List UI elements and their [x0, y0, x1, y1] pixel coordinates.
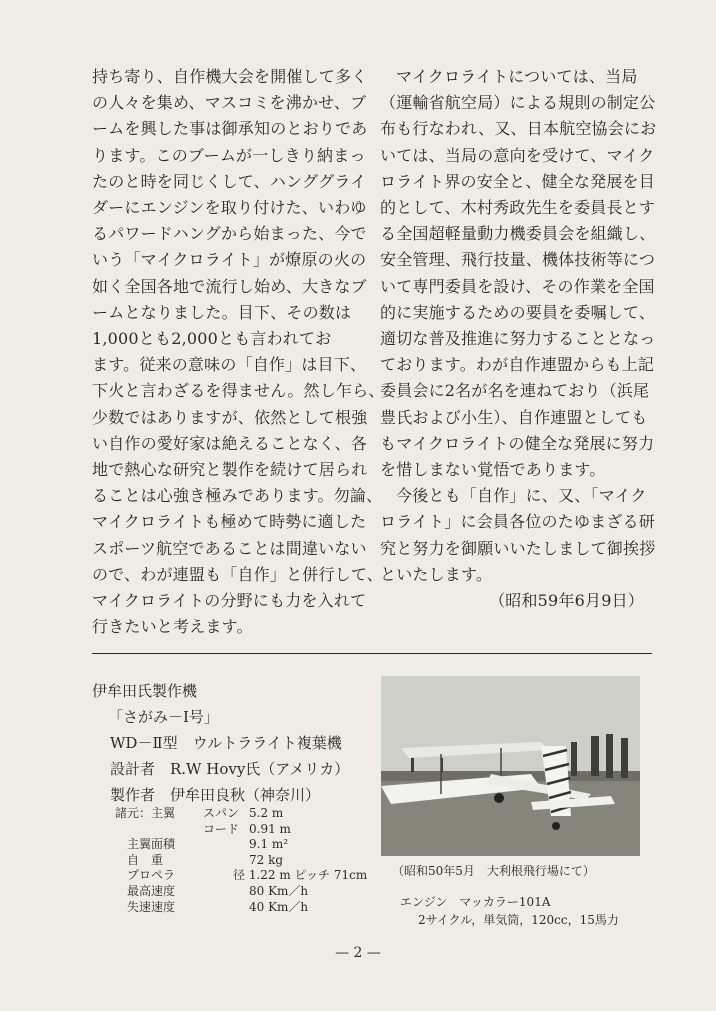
page-number: — 2 —	[335, 945, 381, 961]
spec-key: 失速速度	[115, 899, 176, 914]
paragraph-line: 如く全国各地で流行し始め、大きなブ	[92, 276, 367, 296]
spec-key: 最高速度	[115, 883, 176, 898]
spec-key: 主翼面積	[115, 837, 176, 852]
aircraft-photo	[381, 676, 640, 856]
paragraph-line: 今後とも「自作」に、又、「マイク	[396, 486, 647, 506]
left-text-column	[92, 64, 385, 640]
photo-caption: （昭和50年5月 大利根飛行場にて）	[392, 864, 595, 878]
paragraph-line: マイクロライトについては、当局	[396, 67, 638, 86]
aircraft-type: WD－Ⅱ型 ウルトラライト複葉機	[110, 734, 342, 752]
spec-value: 9.1 m²	[249, 837, 289, 852]
paragraph-line: 布も行なわれ、又、日本航空協会にお	[380, 119, 657, 139]
paragraph-line: ております。わが自作連盟からも上記	[380, 355, 655, 375]
paragraph-line: ロライト」に会員各位のたゆまざる研	[380, 512, 655, 532]
paragraph-line: いて専門委員を設け、その作業を全国	[380, 276, 655, 296]
paragraph-line: 少数ではありますが、依然として根強	[92, 407, 368, 427]
spec-value: 径 1.22 m ピッチ 71cm	[233, 868, 368, 883]
engine-line: エンジン マッカラー101A	[400, 895, 551, 909]
paragraph-line: いては、当局の意向を受けて、マイク	[380, 145, 655, 165]
paragraph-line: るパワードハングから始まった、今で	[92, 224, 367, 244]
paragraph-line: もマイクロライトの健全な発展に努力	[380, 433, 655, 453]
spec-row	[115, 884, 367, 900]
spec-value: 40 Km／h	[249, 899, 309, 914]
paragraph-line: といたします。	[380, 564, 493, 584]
paragraph-line: （運輸省航空局）による規則の制定公	[380, 93, 656, 113]
paragraph-line: ームとなりました。目下、その数は	[92, 302, 352, 322]
paragraph-line: 的に実施するための要員を委嘱して、	[380, 302, 656, 322]
spec-subkey: コード	[203, 821, 240, 836]
paragraph-line: を惜しまない覚悟であります。	[380, 460, 606, 480]
paragraph-line: 地で熱心な研究と製作を続けて居られ	[92, 460, 368, 480]
paragraph-line: ります。このブームが一しきり納まっ	[92, 145, 366, 165]
paragraph-line: 適切な普及推進に努力することとなっ	[380, 329, 656, 349]
paragraph-line: たのと時を同じくして、ハンググライ	[92, 171, 367, 191]
section-divider	[92, 653, 652, 654]
paragraph-line: い自作の愛好家は絶えることなく、各	[92, 433, 368, 453]
paragraph-line: の人々を集め、マスコミを沸かせ、ブ	[92, 93, 367, 113]
paragraph-line: 的として、木村秀政先生を委員長とす	[380, 198, 656, 218]
specs-table	[115, 806, 367, 915]
spec-key: プロペラ	[115, 868, 176, 883]
paragraph-line: ームを興した事は御承知のとおりであ	[92, 119, 368, 139]
paragraph-line: 安全管理、飛行技量、機体技術等につ	[380, 250, 656, 270]
aircraft-info	[92, 678, 392, 808]
aircraft-designer: 設計者 R.W Hovy氏（アメリカ）	[110, 760, 350, 778]
spec-subkey: スパン	[203, 806, 240, 820]
spec-value: 0.91 m	[249, 821, 291, 836]
paragraph-line: マイクロライトも極めて時勢に適した	[92, 512, 367, 532]
paragraph-line: る全国超軽量動力機委員会を組織し、	[380, 224, 656, 244]
spec-key: 諸元：主翼	[115, 806, 176, 820]
paragraph-line: 究と努力を御願いいたしまして御挨拶	[380, 538, 656, 558]
paragraph-line: ロライト界の安全と、健全な発展を目	[380, 171, 655, 191]
paragraph-line: ので、わが連盟も「自作」と併行して、	[92, 564, 383, 584]
paragraph-line: 1,000とも2,000とも言われてお	[92, 329, 332, 349]
spec-value: 80 Km／h	[249, 883, 309, 898]
paragraph-line: 豊氏および小生）、自作連盟としても	[380, 407, 648, 427]
paragraph-line: ることは心強き極みであります。勿論、	[92, 486, 383, 506]
engine-info	[400, 893, 619, 929]
aircraft-heading: 伊牟田氏製作機	[92, 682, 198, 700]
biplane-photo-illustration	[381, 676, 640, 856]
spec-key: 自 重	[115, 852, 164, 867]
spec-value: 72 kg	[249, 852, 284, 867]
paragraph-line: 行きたいと考えます。	[92, 617, 253, 637]
paragraph-line: いう「マイクロライト」が燎原の火の	[92, 250, 367, 270]
paragraph-line: 下火と言わざるを得ません。然し乍ら、	[92, 381, 385, 401]
spec-row	[115, 822, 367, 838]
paragraph-line: ます。従来の意味の「自作」は目下、	[92, 355, 367, 375]
paragraph-line: 委員会に2名が名を連ねており（浜尾	[380, 381, 650, 401]
spec-row	[115, 868, 367, 884]
engine-line: 2サイクル，単気筒，120cc，15馬力	[418, 913, 619, 927]
spec-value: 5.2 m	[249, 806, 284, 820]
date-line: （昭和59年6月9日）	[489, 591, 644, 611]
aircraft-name: 「さがみ－Ⅰ号」	[108, 708, 219, 726]
aircraft-builder: 製作者 伊牟田良秋（神奈川）	[110, 786, 321, 804]
spec-row	[115, 900, 367, 916]
spec-row	[115, 837, 367, 853]
right-text-column	[380, 64, 657, 614]
paragraph-line: 持ち寄り、自作機大会を開催して多く	[92, 67, 368, 86]
spec-row	[115, 806, 367, 822]
paragraph-line: ダーにエンジンを取り付けた、いわゆ	[92, 198, 367, 218]
paragraph-line: マイクロライトの分野にも力を入れて	[92, 591, 367, 611]
paragraph-line: スポーツ航空であることは間違いない	[92, 538, 367, 558]
spec-row	[115, 853, 367, 869]
